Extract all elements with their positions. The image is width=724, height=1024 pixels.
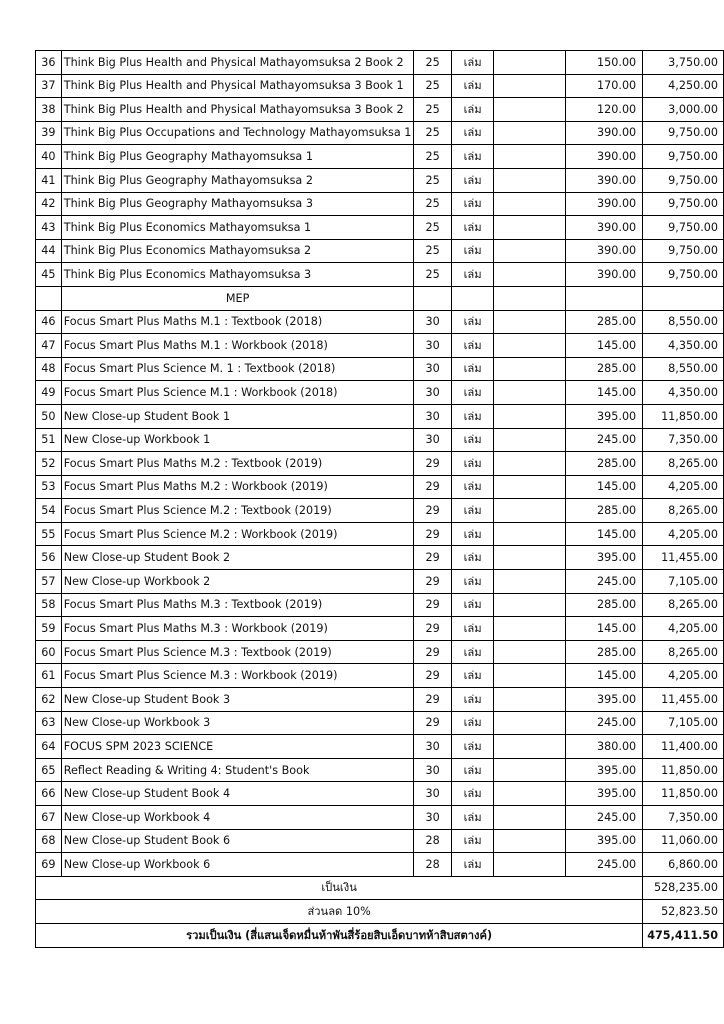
item-unit: เล่ม <box>451 51 494 75</box>
item-number: 38 <box>36 98 62 122</box>
blank-cell <box>494 758 565 782</box>
blank-cell <box>494 263 565 287</box>
table-row <box>36 263 724 287</box>
item-number: 55 <box>36 522 62 546</box>
blank-cell <box>494 546 565 570</box>
item-unit-price: 245.00 <box>565 570 642 594</box>
item-number: 54 <box>36 499 62 523</box>
item-quantity: 29 <box>414 499 451 523</box>
item-number: 50 <box>36 404 62 428</box>
item-unit: เล่ม <box>451 98 494 122</box>
item-quantity: 29 <box>414 617 451 641</box>
item-unit: เล่ม <box>451 829 494 853</box>
item-number: 56 <box>36 546 62 570</box>
item-title: Think Big Plus Health and Physical Mathayomsuksa 2 Book 2 <box>61 51 414 75</box>
grand-total-value: 475,411.50 <box>643 923 724 947</box>
item-title: Focus Smart Plus Maths M.2 : Textbook (2019) <box>61 452 414 476</box>
item-number: 58 <box>36 593 62 617</box>
table-row <box>36 758 724 782</box>
table-row <box>36 452 724 476</box>
item-quantity: 30 <box>414 357 451 381</box>
item-unit: เล่ม <box>451 806 494 830</box>
item-quantity: 25 <box>414 263 451 287</box>
item-number: 65 <box>36 758 62 782</box>
item-amount: 4,350.00 <box>643 334 724 358</box>
item-unit: เล่ม <box>451 522 494 546</box>
discount-label: ส่วนลด 10% <box>36 900 643 924</box>
book-order-table <box>35 50 724 948</box>
item-amount: 7,105.00 <box>643 570 724 594</box>
item-number: 47 <box>36 334 62 358</box>
item-amount: 3,000.00 <box>643 98 724 122</box>
item-unit: เล่ม <box>451 664 494 688</box>
item-amount: 9,750.00 <box>643 239 724 263</box>
item-amount: 11,850.00 <box>643 404 724 428</box>
item-title: New Close-up Workbook 3 <box>61 711 414 735</box>
item-amount: 11,455.00 <box>643 688 724 712</box>
item-number: 69 <box>36 853 62 877</box>
blank-cell <box>494 145 565 169</box>
item-title: Focus Smart Plus Science M.2 : Workbook (2019) <box>61 522 414 546</box>
item-number: 39 <box>36 121 62 145</box>
section-heading: MEP <box>61 286 414 310</box>
discount-value: 52,823.50 <box>643 900 724 924</box>
item-unit: เล่ม <box>451 357 494 381</box>
item-title: Focus Smart Plus Science M.3 : Workbook (2019) <box>61 664 414 688</box>
item-title: Reflect Reading & Writing 4: Student's Book <box>61 758 414 782</box>
item-title: New Close-up Workbook 1 <box>61 428 414 452</box>
item-unit: เล่ม <box>451 735 494 759</box>
table-row <box>36 711 724 735</box>
item-quantity: 29 <box>414 452 451 476</box>
item-quantity: 30 <box>414 758 451 782</box>
item-quantity: 25 <box>414 168 451 192</box>
item-amount: 8,265.00 <box>643 499 724 523</box>
blank-cell <box>494 121 565 145</box>
blank-cell <box>494 357 565 381</box>
item-unit-price: 390.00 <box>565 168 642 192</box>
item-quantity: 29 <box>414 475 451 499</box>
item-quantity: 30 <box>414 310 451 334</box>
item-unit: เล่ม <box>451 782 494 806</box>
item-unit-price: 170.00 <box>565 74 642 98</box>
table-row <box>36 593 724 617</box>
item-quantity: 29 <box>414 711 451 735</box>
item-unit-price: 395.00 <box>565 688 642 712</box>
blank-cell <box>494 640 565 664</box>
item-title: Think Big Plus Economics Mathayomsuksa 3 <box>61 263 414 287</box>
item-unit-price: 395.00 <box>565 829 642 853</box>
table-row <box>36 239 724 263</box>
item-unit: เล่ม <box>451 381 494 405</box>
item-unit-price: 145.00 <box>565 334 642 358</box>
blank-cell <box>494 334 565 358</box>
table-row <box>36 853 724 877</box>
table-row <box>36 664 724 688</box>
item-unit-price: 395.00 <box>565 782 642 806</box>
item-quantity: 30 <box>414 404 451 428</box>
item-title: Think Big Plus Geography Mathayomsuksa 2 <box>61 168 414 192</box>
section-price-cell <box>565 286 642 310</box>
table-row <box>36 829 724 853</box>
item-unit: เล่ม <box>451 452 494 476</box>
item-number: 66 <box>36 782 62 806</box>
item-number: 64 <box>36 735 62 759</box>
item-amount: 9,750.00 <box>643 145 724 169</box>
item-amount: 11,060.00 <box>643 829 724 853</box>
blank-cell <box>494 570 565 594</box>
item-amount: 8,265.00 <box>643 452 724 476</box>
item-unit-price: 145.00 <box>565 381 642 405</box>
blank-cell <box>494 404 565 428</box>
item-title: Think Big Plus Geography Mathayomsuksa 3 <box>61 192 414 216</box>
item-unit: เล่ม <box>451 688 494 712</box>
blank-cell <box>494 806 565 830</box>
item-number: 49 <box>36 381 62 405</box>
table-row <box>36 334 724 358</box>
item-unit: เล่ม <box>451 853 494 877</box>
table-row <box>36 522 724 546</box>
item-unit-price: 245.00 <box>565 806 642 830</box>
item-quantity: 29 <box>414 570 451 594</box>
item-unit-price: 245.00 <box>565 711 642 735</box>
item-number: 44 <box>36 239 62 263</box>
item-unit-price: 145.00 <box>565 522 642 546</box>
item-unit: เล่ม <box>451 334 494 358</box>
item-amount: 9,750.00 <box>643 121 724 145</box>
item-quantity: 30 <box>414 428 451 452</box>
blank-cell <box>494 617 565 641</box>
item-quantity: 30 <box>414 806 451 830</box>
item-unit-price: 285.00 <box>565 499 642 523</box>
item-amount: 9,750.00 <box>643 263 724 287</box>
item-quantity: 29 <box>414 664 451 688</box>
item-title: FOCUS SPM 2023 SCIENCE <box>61 735 414 759</box>
item-quantity: 30 <box>414 381 451 405</box>
blank-cell <box>494 381 565 405</box>
blank-cell <box>494 593 565 617</box>
item-number: 62 <box>36 688 62 712</box>
item-quantity: 28 <box>414 829 451 853</box>
item-quantity: 25 <box>414 192 451 216</box>
subtotal-label: เป็นเงิน <box>36 876 643 900</box>
table-row <box>36 782 724 806</box>
item-amount: 8,265.00 <box>643 593 724 617</box>
item-title: Focus Smart Plus Science M. 1 : Textbook (2018) <box>61 357 414 381</box>
item-unit-price: 145.00 <box>565 664 642 688</box>
item-unit: เล่ม <box>451 145 494 169</box>
item-amount: 7,350.00 <box>643 806 724 830</box>
item-number: 67 <box>36 806 62 830</box>
item-amount: 8,550.00 <box>643 310 724 334</box>
item-unit-price: 285.00 <box>565 452 642 476</box>
item-title: Think Big Plus Economics Mathayomsuksa 2 <box>61 239 414 263</box>
item-number: 59 <box>36 617 62 641</box>
item-unit: เล่ม <box>451 239 494 263</box>
blank-cell <box>494 239 565 263</box>
item-number: 57 <box>36 570 62 594</box>
item-title: Focus Smart Plus Maths M.1 : Textbook (2018) <box>61 310 414 334</box>
item-title: Focus Smart Plus Maths M.3 : Workbook (2019) <box>61 617 414 641</box>
item-amount: 11,455.00 <box>643 546 724 570</box>
item-unit-price: 120.00 <box>565 98 642 122</box>
item-unit-price: 395.00 <box>565 404 642 428</box>
item-quantity: 29 <box>414 688 451 712</box>
item-title: New Close-up Student Book 2 <box>61 546 414 570</box>
item-unit: เล่ม <box>451 428 494 452</box>
table-row <box>36 404 724 428</box>
section-no-cell <box>36 286 62 310</box>
item-title: Focus Smart Plus Science M.2 : Textbook (2019) <box>61 499 414 523</box>
table-row <box>36 617 724 641</box>
item-unit: เล่ม <box>451 121 494 145</box>
subtotal-value: 528,235.00 <box>643 876 724 900</box>
item-quantity: 25 <box>414 98 451 122</box>
item-quantity: 25 <box>414 51 451 75</box>
table-row <box>36 121 724 145</box>
blank-cell <box>494 522 565 546</box>
item-title: Focus Smart Plus Maths M.1 : Workbook (2018) <box>61 334 414 358</box>
item-unit: เล่ม <box>451 711 494 735</box>
item-unit: เล่ม <box>451 263 494 287</box>
item-number: 43 <box>36 216 62 240</box>
table-row <box>36 310 724 334</box>
item-unit: เล่ม <box>451 640 494 664</box>
item-unit-price: 390.00 <box>565 145 642 169</box>
item-unit: เล่ม <box>451 310 494 334</box>
item-unit-price: 245.00 <box>565 853 642 877</box>
item-title: New Close-up Workbook 4 <box>61 806 414 830</box>
table-row <box>36 735 724 759</box>
item-amount: 4,205.00 <box>643 475 724 499</box>
item-amount: 7,105.00 <box>643 711 724 735</box>
item-title: New Close-up Student Book 1 <box>61 404 414 428</box>
item-unit-price: 150.00 <box>565 51 642 75</box>
item-quantity: 30 <box>414 782 451 806</box>
item-unit-price: 285.00 <box>565 310 642 334</box>
item-number: 41 <box>36 168 62 192</box>
blank-cell <box>494 428 565 452</box>
blank-cell <box>494 475 565 499</box>
item-number: 60 <box>36 640 62 664</box>
item-title: New Close-up Student Book 6 <box>61 829 414 853</box>
item-unit-price: 245.00 <box>565 428 642 452</box>
item-number: 40 <box>36 145 62 169</box>
subtotal-row <box>36 876 724 900</box>
item-unit-price: 145.00 <box>565 617 642 641</box>
item-number: 37 <box>36 74 62 98</box>
item-amount: 4,205.00 <box>643 664 724 688</box>
item-title: New Close-up Workbook 2 <box>61 570 414 594</box>
blank-cell <box>494 168 565 192</box>
item-unit: เล่ม <box>451 74 494 98</box>
table-row <box>36 74 724 98</box>
blank-cell <box>494 664 565 688</box>
table-row <box>36 168 724 192</box>
item-number: 52 <box>36 452 62 476</box>
item-quantity: 29 <box>414 593 451 617</box>
item-quantity: 29 <box>414 640 451 664</box>
item-quantity: 29 <box>414 522 451 546</box>
blank-cell <box>494 499 565 523</box>
item-number: 63 <box>36 711 62 735</box>
item-amount: 3,750.00 <box>643 51 724 75</box>
item-number: 51 <box>36 428 62 452</box>
item-title: Think Big Plus Economics Mathayomsuksa 1 <box>61 216 414 240</box>
blank-cell <box>494 216 565 240</box>
table-row <box>36 806 724 830</box>
item-unit-price: 390.00 <box>565 121 642 145</box>
section-unit-cell <box>451 286 494 310</box>
item-unit-price: 285.00 <box>565 640 642 664</box>
item-amount: 4,205.00 <box>643 617 724 641</box>
grand-total-row <box>36 923 724 947</box>
item-unit: เล่ม <box>451 216 494 240</box>
item-unit-price: 390.00 <box>565 239 642 263</box>
item-unit-price: 285.00 <box>565 357 642 381</box>
item-unit-price: 390.00 <box>565 192 642 216</box>
item-quantity: 30 <box>414 735 451 759</box>
item-amount: 4,205.00 <box>643 522 724 546</box>
blank-cell <box>494 782 565 806</box>
table-row <box>36 216 724 240</box>
item-title: Focus Smart Plus Science M.1 : Workbook (2018) <box>61 381 414 405</box>
item-title: New Close-up Workbook 6 <box>61 853 414 877</box>
item-amount: 9,750.00 <box>643 192 724 216</box>
item-unit: เล่ม <box>451 475 494 499</box>
item-unit-price: 390.00 <box>565 263 642 287</box>
item-unit-price: 145.00 <box>565 475 642 499</box>
item-title: Focus Smart Plus Maths M.2 : Workbook (2019) <box>61 475 414 499</box>
item-amount: 9,750.00 <box>643 168 724 192</box>
item-number: 45 <box>36 263 62 287</box>
item-unit: เล่ม <box>451 404 494 428</box>
section-amount-cell <box>643 286 724 310</box>
item-unit: เล่ม <box>451 758 494 782</box>
table-row <box>36 192 724 216</box>
item-unit: เล่ม <box>451 192 494 216</box>
blank-cell <box>494 51 565 75</box>
blank-cell <box>494 192 565 216</box>
blank-cell <box>494 310 565 334</box>
item-number: 36 <box>36 51 62 75</box>
section-qty-cell <box>414 286 451 310</box>
item-amount: 8,265.00 <box>643 640 724 664</box>
item-unit-price: 285.00 <box>565 593 642 617</box>
item-unit: เล่ม <box>451 499 494 523</box>
item-title: Think Big Plus Health and Physical Mathayomsuksa 3 Book 2 <box>61 98 414 122</box>
item-quantity: 25 <box>414 121 451 145</box>
item-quantity: 25 <box>414 239 451 263</box>
item-amount: 8,550.00 <box>643 357 724 381</box>
blank-cell <box>494 829 565 853</box>
item-number: 46 <box>36 310 62 334</box>
item-quantity: 25 <box>414 74 451 98</box>
section-row <box>36 286 724 310</box>
table-row <box>36 688 724 712</box>
section-blank-cell <box>494 286 565 310</box>
table-row <box>36 357 724 381</box>
table-row <box>36 98 724 122</box>
item-title: Think Big Plus Occupations and Technology Mathayomsuksa 1 <box>61 121 414 145</box>
item-unit: เล่ม <box>451 546 494 570</box>
item-number: 61 <box>36 664 62 688</box>
table-row <box>36 546 724 570</box>
item-number: 48 <box>36 357 62 381</box>
blank-cell <box>494 688 565 712</box>
item-amount: 11,850.00 <box>643 782 724 806</box>
item-unit-price: 390.00 <box>565 216 642 240</box>
item-unit: เล่ม <box>451 617 494 641</box>
item-unit-price: 380.00 <box>565 735 642 759</box>
item-number: 53 <box>36 475 62 499</box>
item-amount: 6,860.00 <box>643 853 724 877</box>
table-row <box>36 570 724 594</box>
blank-cell <box>494 735 565 759</box>
blank-cell <box>494 452 565 476</box>
item-title: Focus Smart Plus Maths M.3 : Textbook (2019) <box>61 593 414 617</box>
blank-cell <box>494 74 565 98</box>
item-unit: เล่ม <box>451 593 494 617</box>
table-row <box>36 475 724 499</box>
item-amount: 9,750.00 <box>643 216 724 240</box>
item-quantity: 25 <box>414 216 451 240</box>
item-title: New Close-up Student Book 4 <box>61 782 414 806</box>
item-title: Think Big Plus Health and Physical Mathayomsuksa 3 Book 1 <box>61 74 414 98</box>
item-unit-price: 395.00 <box>565 546 642 570</box>
table-row <box>36 381 724 405</box>
blank-cell <box>494 853 565 877</box>
item-title: Think Big Plus Geography Mathayomsuksa 1 <box>61 145 414 169</box>
blank-cell <box>494 98 565 122</box>
table-row <box>36 428 724 452</box>
table-row <box>36 640 724 664</box>
item-number: 68 <box>36 829 62 853</box>
table-row <box>36 499 724 523</box>
item-amount: 4,350.00 <box>643 381 724 405</box>
blank-cell <box>494 711 565 735</box>
item-quantity: 29 <box>414 546 451 570</box>
discount-row <box>36 900 724 924</box>
table-row <box>36 51 724 75</box>
item-unit: เล่ม <box>451 570 494 594</box>
item-amount: 11,400.00 <box>643 735 724 759</box>
item-amount: 11,850.00 <box>643 758 724 782</box>
item-quantity: 25 <box>414 145 451 169</box>
item-amount: 4,250.00 <box>643 74 724 98</box>
item-quantity: 30 <box>414 334 451 358</box>
grand-total-label: รวมเป็นเงิน (สี่แสนเจ็ดหมื่นห้าพันสี่ร้อยสิบเอ็ดบาทห้าสิบสตางค์) <box>36 923 643 947</box>
table-row <box>36 145 724 169</box>
item-title: New Close-up Student Book 3 <box>61 688 414 712</box>
item-number: 42 <box>36 192 62 216</box>
item-title: Focus Smart Plus Science M.3 : Textbook (2019) <box>61 640 414 664</box>
item-quantity: 28 <box>414 853 451 877</box>
item-unit-price: 395.00 <box>565 758 642 782</box>
item-amount: 7,350.00 <box>643 428 724 452</box>
item-unit: เล่ม <box>451 168 494 192</box>
